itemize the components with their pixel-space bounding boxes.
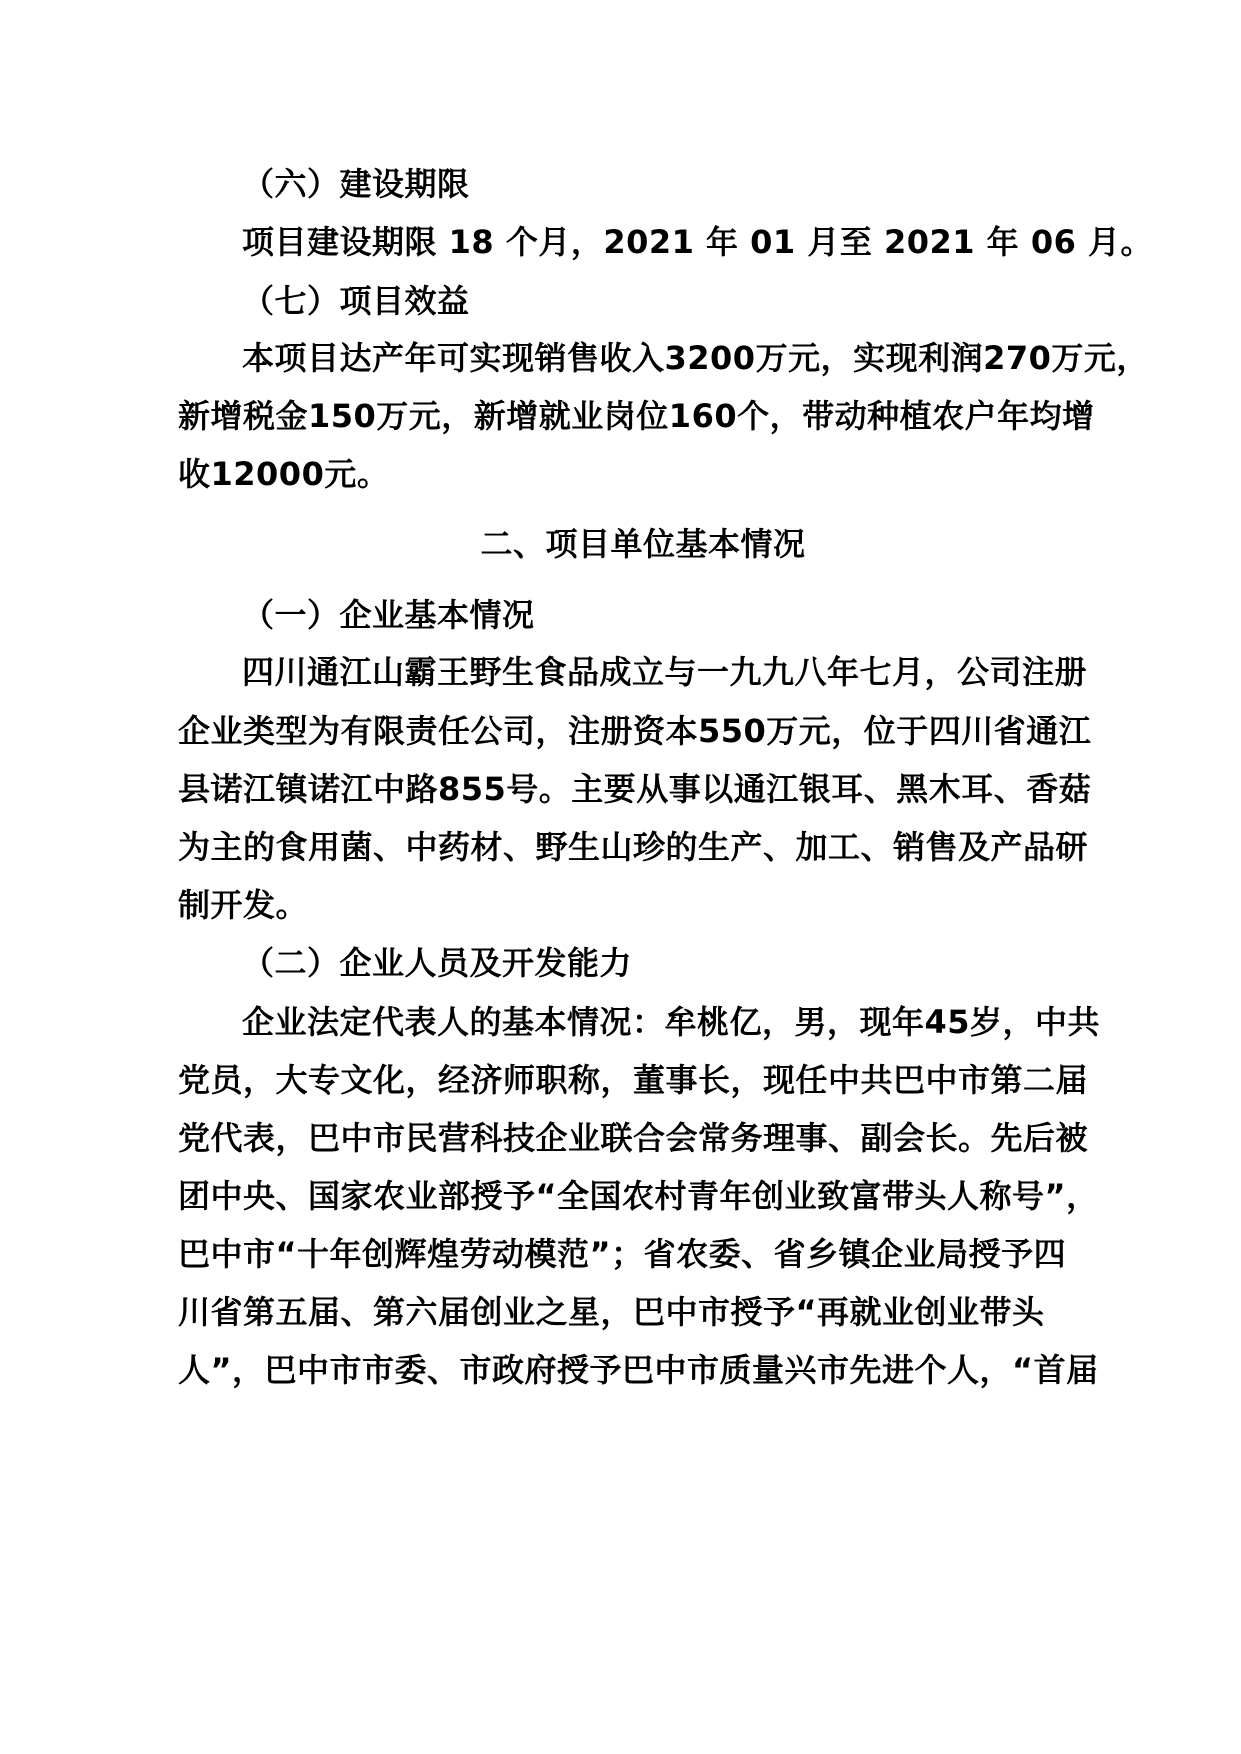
paragraph-line: 收12000元。: [178, 455, 390, 493]
paragraph-line: 党代表，巴中市民营科技企业联合会常务理事、副会长。先后被: [178, 1119, 1089, 1157]
section-heading-company-basics: （一）企业基本情况: [242, 596, 535, 634]
paragraph-construction-period: 项目建设期限 18 个月，2021 年 01 月至 2021 年 06 月。: [242, 223, 1153, 261]
section-heading-staff-capability: （二）企业人员及开发能力: [242, 944, 633, 982]
part-title: 二、项目单位基本情况: [480, 525, 806, 563]
paragraph-line: 新增税金150万元，新增就业岗位160个，带动种植农户年均增: [178, 397, 1095, 435]
paragraph-line: 为主的食用菌、中药材、野生山珍的生产、加工、销售及产品研: [178, 828, 1089, 866]
paragraph-line: 人”，巴中市市委、市政府授予巴中市质量兴市先进个人，“首届: [178, 1351, 1099, 1389]
section-heading-project-benefits: （七）项目效益: [242, 282, 470, 320]
paragraph-line: 县诺江镇诺江中路855号。主要从事以通江银耳、黑木耳、香菇: [178, 770, 1092, 808]
paragraph-line: 本项目达产年可实现销售收入3200万元，实现利润270万元，: [242, 339, 1149, 377]
paragraph-line: 川省第五届、第六届创业之星，巴中市授予“再就业创业带头: [178, 1293, 1045, 1331]
paragraph-line: 四川通江山霸王野生食品成立与一九九八年七月，公司注册: [242, 653, 1088, 691]
paragraph-line: 党员，大专文化，经济师职称，董事长，现任中共巴中市第二届: [178, 1061, 1089, 1099]
paragraph-line: 企业类型为有限责任公司，注册资本550万元，位于四川省通江: [178, 712, 1092, 750]
paragraph-line: 巴中市“十年创辉煌劳动模范”；省农委、省乡镇企业局授予四: [178, 1235, 1067, 1273]
paragraph-line: 制开发。: [178, 886, 309, 924]
paragraph-line: 企业法定代表人的基本情况：牟桃亿，男，现年45岁，中共: [242, 1003, 1101, 1041]
section-heading-construction-period: （六）建设期限: [242, 165, 470, 203]
paragraph-line: 团中央、国家农业部授予“全国农村青年创业致富带头人称号”，: [178, 1177, 1099, 1215]
